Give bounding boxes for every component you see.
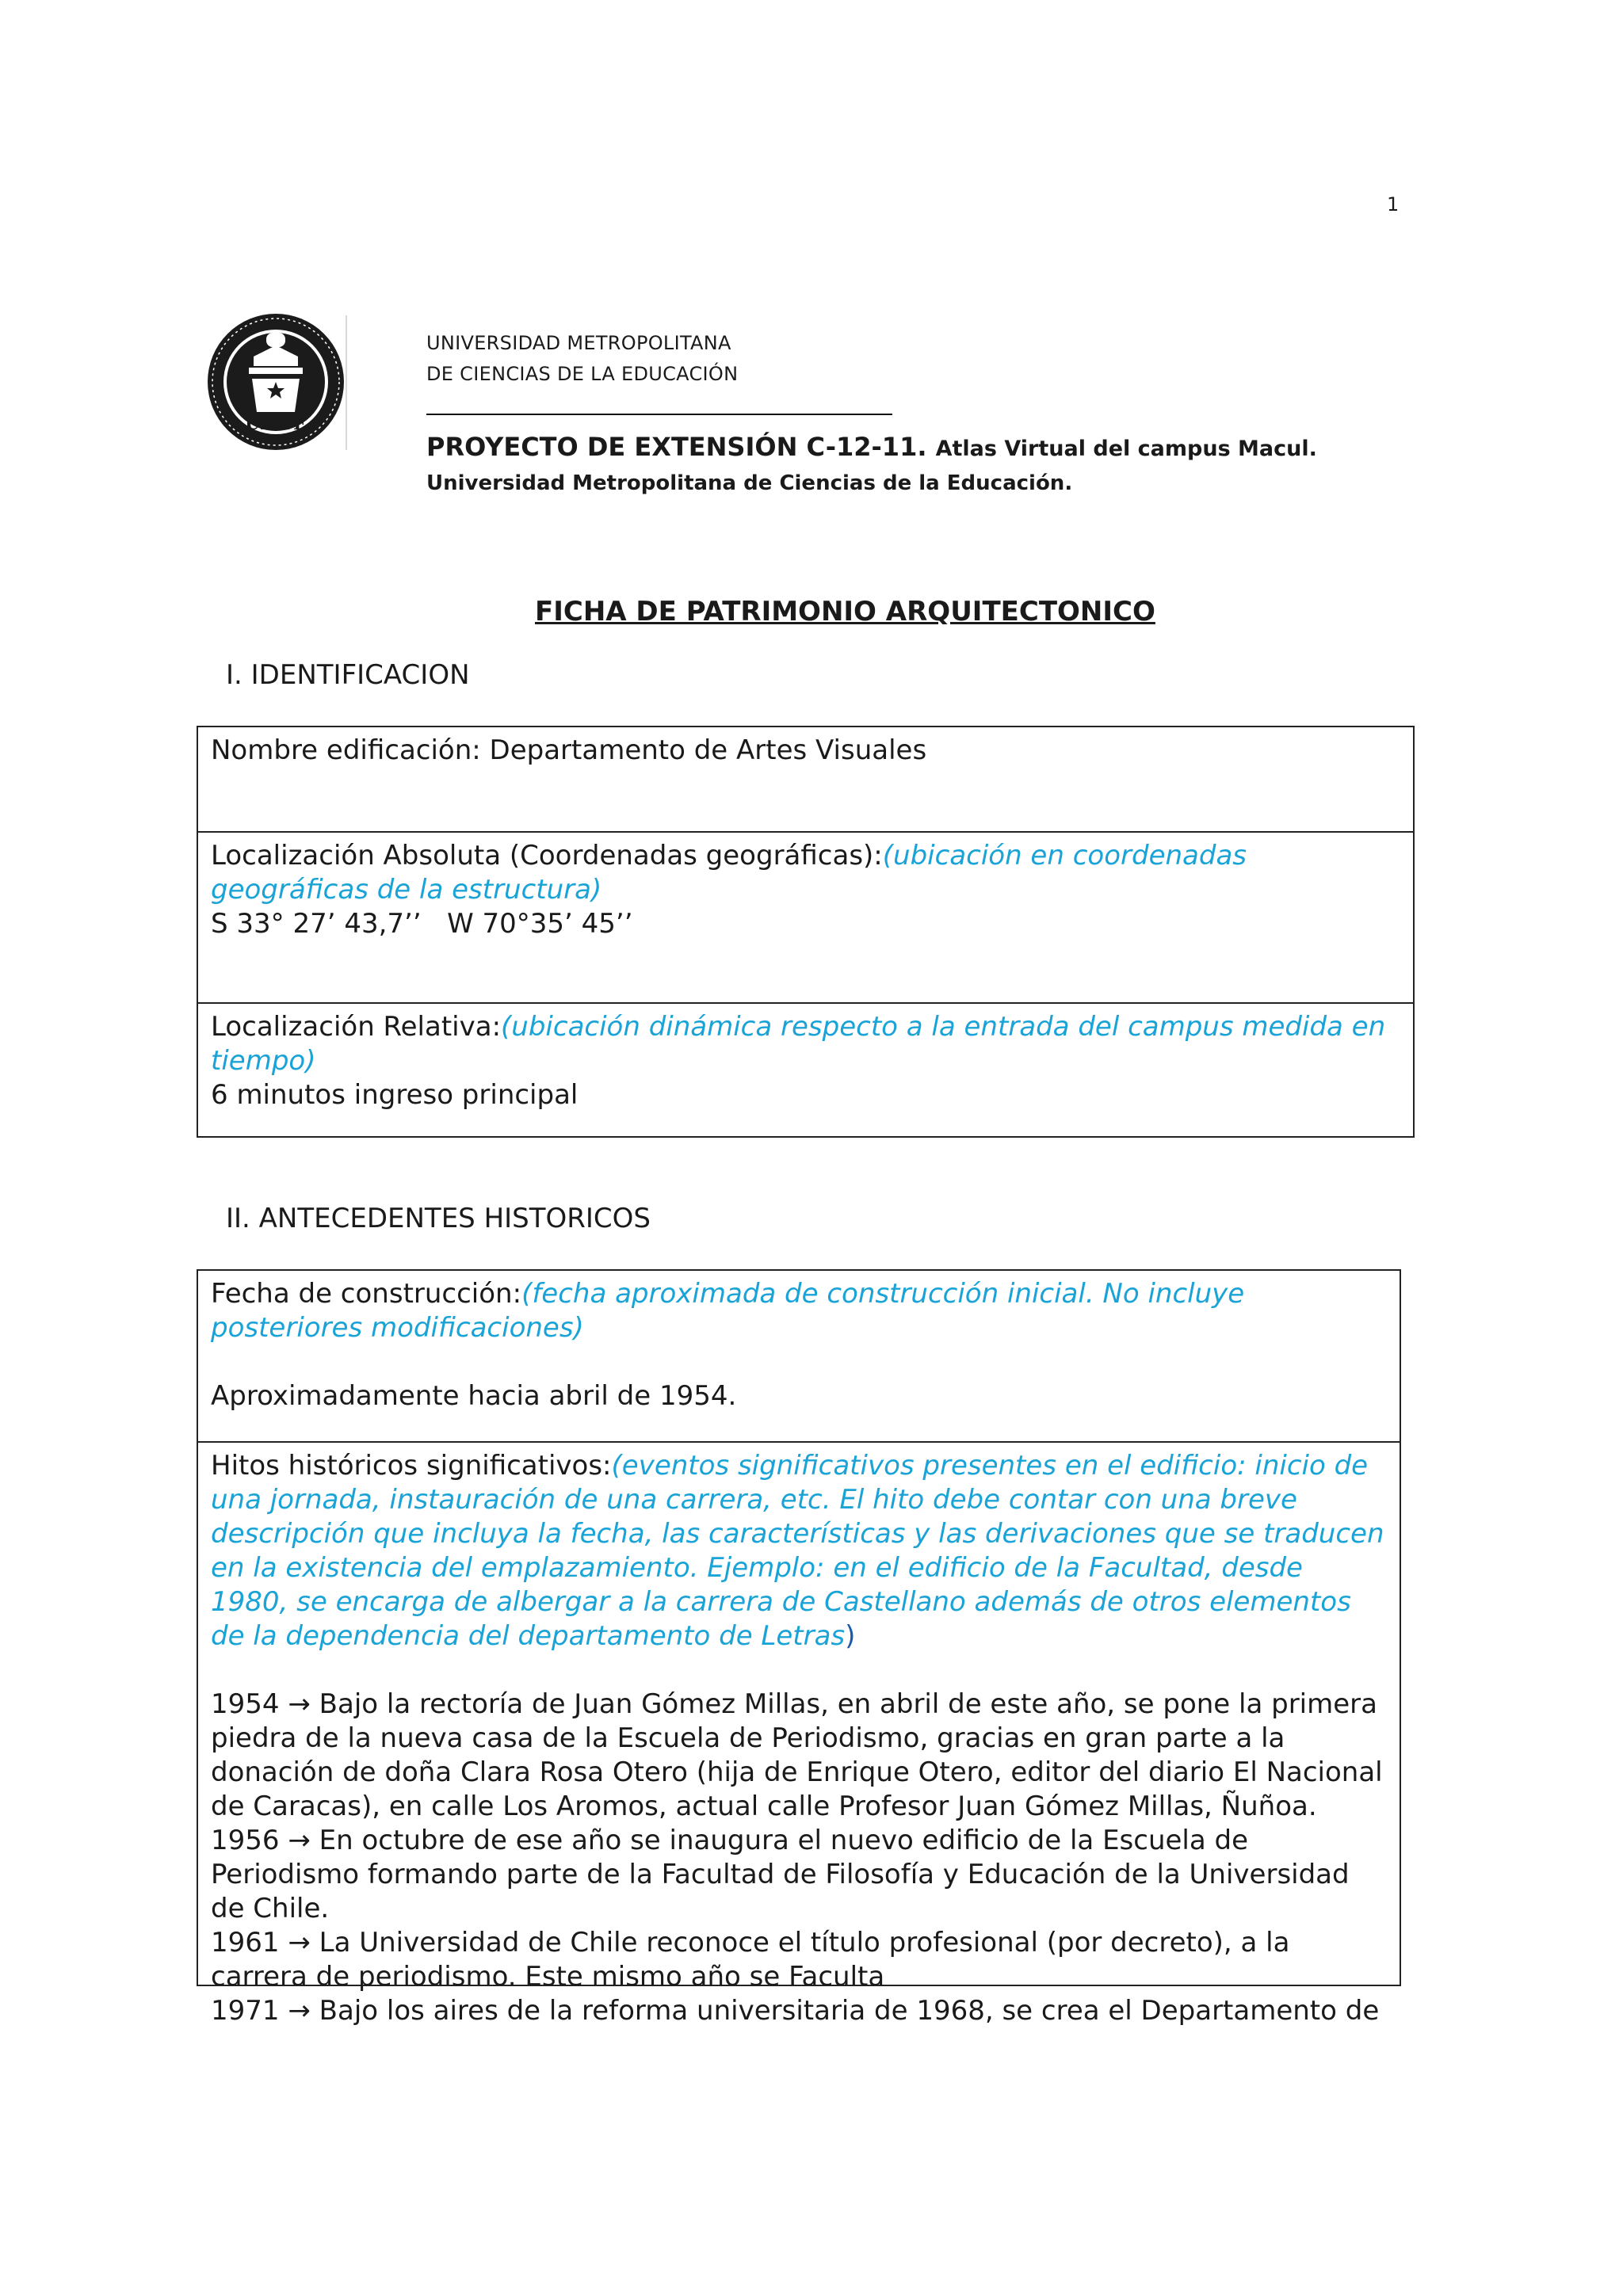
- event-year: 1954: [211, 1688, 280, 1720]
- arrow-right-icon: →: [288, 1825, 311, 1856]
- localizacion-absoluta-value: S 33° 27’ 43,7’’ W 70°35’ 45’’: [211, 908, 633, 940]
- arrow-right-icon: →: [288, 1995, 311, 2027]
- identificacion-table: [197, 726, 1415, 1138]
- fecha-construccion-value: Aproximadamente hacia abril de 1954.: [211, 1380, 737, 1412]
- section-antecedentes-heading: II. ANTECEDENTES HISTORICOS: [226, 1203, 651, 1234]
- localizacion-relativa-label: Localización Relativa:: [211, 1011, 502, 1043]
- institution-line-1: UNIVERSIDAD METROPOLITANA: [426, 332, 731, 354]
- institution-line-2: DE CIENCIAS DE LA EDUCACIÓN: [426, 363, 739, 385]
- hitos-historicos-label: Hitos históricos significativos:: [211, 1450, 612, 1482]
- project-code: PROYECTO DE EXTENSIÓN C-12-11.: [426, 432, 927, 462]
- section-identificacion-heading: I. IDENTIFICACION: [226, 659, 470, 691]
- project-subtitle: Atlas Virtual del campus Macul.: [935, 437, 1317, 461]
- page-number: 1: [1387, 193, 1400, 215]
- event-year: 1971: [211, 1995, 280, 2027]
- university-seal-icon: [204, 311, 347, 453]
- project-institution: Universidad Metropolitana de Ciencias de la Educación.: [426, 471, 1073, 495]
- fecha-construccion-cell: [198, 1271, 1400, 1441]
- arrow-right-icon: →: [288, 1927, 311, 1958]
- document-title: FICHA DE PATRIMONIO ARQUITECTONICO: [535, 596, 1155, 627]
- localizacion-absoluta-label: Localización Absoluta (Coordenadas geográficas):: [211, 840, 883, 871]
- event-text: La Universidad de Chile reconoce el título profesional (por decreto), a la carrera de periodismo. Este mismo año se Faculta: [211, 1927, 1290, 1993]
- localizacion-absoluta-hint: (ubicación en coordenadas geográficas de la estructura): [211, 840, 1247, 906]
- institution-name: [426, 328, 738, 390]
- hitos-historicos-cell: [198, 1441, 1400, 2027]
- historical-event: [211, 1824, 1387, 1926]
- hitos-historicos-hint-close: ): [845, 1620, 856, 1652]
- event-text: Bajo la rectoría de Juan Gómez Millas, en abril de este año, se pone la primera piedra de la nueva casa de la Escuela de Periodismo, gracias en gran parte a la donación de doña Clara Rosa Otero (hija de Enrique Otero, editor del diario El Nacional de Caracas), en calle Los Aromos, actual calle Profesor Juan Gómez Millas, Ñuñoa.: [211, 1688, 1383, 1822]
- nombre-edificacion: Nombre edificación: Departamento de Artes Visuales: [211, 734, 927, 766]
- fecha-construccion-label: Fecha de construcción:: [211, 1278, 522, 1310]
- event-text: En octubre de ese año se inaugura el nuevo edificio de la Escuela de Periodismo formando parte de la Facultad de Filosofía y Educación de la Universidad de Chile.: [211, 1825, 1350, 1924]
- localizacion-relativa-cell: [198, 1002, 1413, 1136]
- historical-event: [211, 1926, 1387, 1994]
- project-title: [426, 432, 1317, 462]
- event-text: Bajo los aires de la reforma universitaria de 1968, se crea el Departamento de: [319, 1995, 1380, 2027]
- antecedentes-table: [197, 1269, 1401, 2027]
- event-year: 1956: [211, 1825, 280, 1856]
- logo-divider: [346, 315, 347, 450]
- localizacion-relativa-hint: (ubicación dinámica respecto a la entrada del campus medida en tiempo): [211, 1011, 1386, 1077]
- seal-umce-text: UMCE: [245, 414, 307, 434]
- localizacion-relativa-value: 6 minutos ingreso principal: [211, 1079, 579, 1111]
- historical-event: [211, 1688, 1387, 1824]
- arrow-right-icon: →: [288, 1688, 311, 1720]
- localizacion-absoluta-cell: [198, 831, 1413, 1002]
- fecha-construccion-hint: (fecha aproximada de construcción inicial. No incluye posteriores modificaciones): [211, 1278, 1245, 1344]
- hitos-historicos-hint: (eventos significativos presentes en el edificio: inicio de una jornada, instauración de una carrera, etc. El hito debe contar con una breve descripción que incluya la fecha, las características y las derivaciones que se traducen en la existencia del emplazamiento. Ejemplo: en el edificio de la Facultad, desde 1980, se encarga de albergar a la carrera de Castellano además de otros elementos de la dependencia del departamento de Letras: [211, 1450, 1384, 1652]
- event-year: 1961: [211, 1927, 280, 1958]
- nombre-edificacion-cell: [198, 727, 1413, 831]
- historical-event: [211, 1994, 1387, 2028]
- header-rule: [426, 414, 892, 415]
